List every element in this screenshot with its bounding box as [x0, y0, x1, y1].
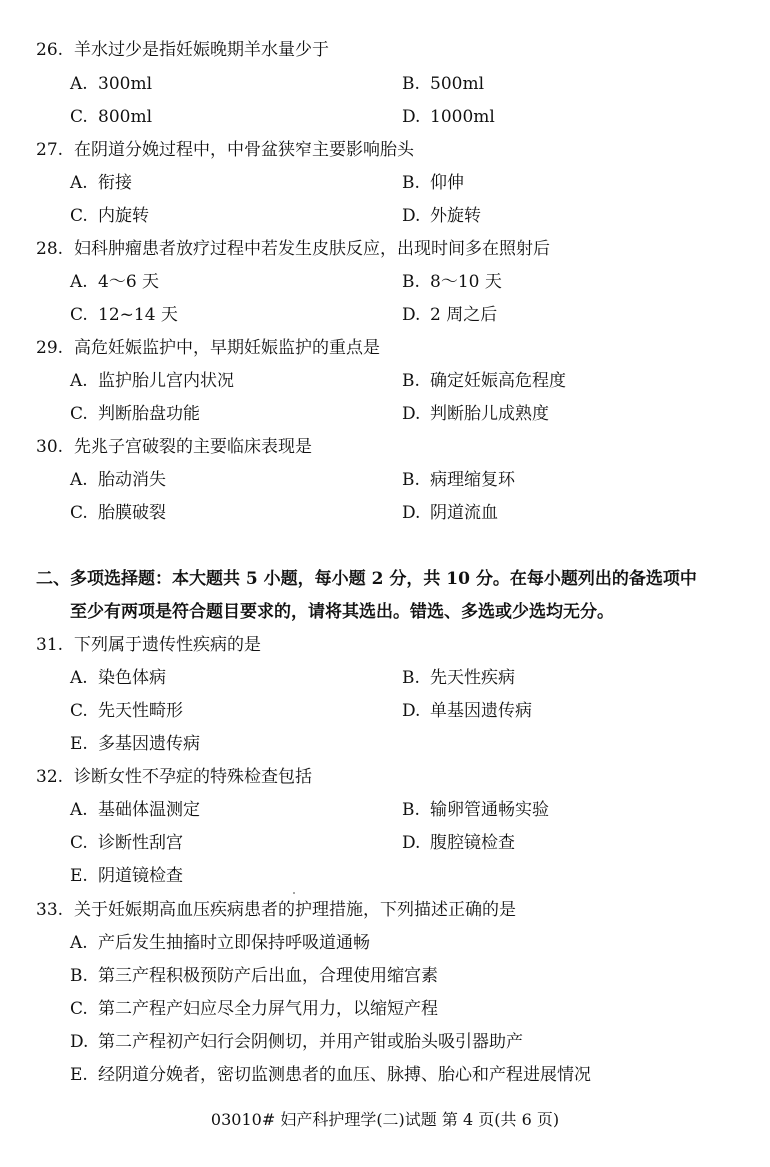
option-a: A. 染色体病	[70, 668, 166, 688]
page-footer: 03010# 妇产科护理学(二)试题 第 4 页(共 6 页)	[210, 1110, 560, 1129]
question-number: 32.	[36, 767, 64, 787]
option-e: E. 多基因遗传病	[70, 734, 200, 754]
question-number: 27.	[36, 140, 64, 160]
question-number: 26.	[36, 40, 64, 60]
option-a: A. 300ml	[70, 74, 153, 94]
option-b: B. 500ml	[402, 74, 485, 94]
option-c: C. 先天性畸形	[70, 701, 183, 721]
option-c: C. 内旋转	[70, 206, 149, 226]
question-number: 28.	[36, 239, 64, 259]
question-number: 33.	[36, 900, 64, 920]
option-b: B. 仰伸	[402, 173, 464, 193]
option-b: B. 第三产程积极预防产后出血，合理使用缩宫素	[70, 966, 438, 986]
option-c: C. 第二产程产妇应尽全力屏气用力，以缩短产程	[70, 999, 438, 1019]
option-d: D. 单基因遗传病	[402, 701, 532, 721]
question-text: 在阴道分娩过程中，中骨盆狭窄主要影响胎头	[74, 140, 414, 160]
option-d: D. 外旋转	[402, 206, 481, 226]
question-number: 30.	[36, 437, 64, 457]
option-a: A. 4～6 天	[70, 272, 160, 292]
section-instructions: 至少有两项是符合题目要求的，请将其选出。错选、多选或少选均无分。	[70, 602, 614, 622]
option-a: A. 基础体温测定	[70, 800, 200, 820]
question-text: 高危妊娠监护中，早期妊娠监护的重点是	[74, 338, 380, 358]
option-a: A. 监护胎儿宫内状况	[70, 371, 234, 391]
question-number: 29.	[36, 338, 64, 358]
option-c: C. 800ml	[70, 107, 153, 127]
option-d: D. 判断胎儿成熟度	[402, 404, 549, 424]
option-a: A. 胎动消失	[70, 470, 166, 490]
option-b: B. 8～10 天	[402, 272, 502, 292]
option-d: D. 阴道流血	[402, 503, 498, 523]
question-text: 下列属于遗传性疾病的是	[74, 635, 261, 655]
option-d: D. 第二产程初产妇行会阴侧切，并用产钳或胎头吸引器助产	[70, 1032, 523, 1052]
option-c: C. 诊断性刮宫	[70, 833, 183, 853]
question-text: 先兆子宫破裂的主要临床表现是	[74, 437, 312, 457]
option-b: B. 输卵管通畅实验	[402, 800, 549, 820]
option-b: B. 病理缩复环	[402, 470, 515, 490]
question-number: 31.	[36, 635, 64, 655]
option-b: B. 确定妊娠高危程度	[402, 371, 566, 391]
section-heading: 二、多项选择题：本大题共 5 小题，每小题 2 分，共 10 分。在每小题列出的备选项中	[36, 569, 697, 589]
option-c: C. 12~14 天	[70, 305, 178, 325]
option-c: C. 判断胎盘功能	[70, 404, 200, 424]
option-a: A. 衔接	[70, 173, 132, 193]
option-d: D. 1000ml	[402, 107, 495, 127]
question-text: 羊水过少是指妊娠晚期羊水量少于	[74, 40, 329, 60]
option-d: D. 腹腔镜检查	[402, 833, 515, 853]
question-text: 妇科肿瘤患者放疗过程中若发生皮肤反应，出现时间多在照射后	[74, 239, 550, 259]
option-b: B. 先天性疾病	[402, 668, 515, 688]
scan-speck	[293, 892, 295, 894]
option-d: D. 2 周之后	[402, 305, 498, 325]
question-text: 诊断女性不孕症的特殊检查包括	[74, 767, 312, 787]
question-text: 关于妊娠期高血压疾病患者的护理措施，下列描述正确的是	[74, 900, 516, 920]
option-a: A. 产后发生抽搐时立即保持呼吸道通畅	[70, 933, 370, 953]
option-e: E. 阴道镜检查	[70, 866, 183, 886]
option-c: C. 胎膜破裂	[70, 503, 166, 523]
option-e: E. 经阴道分娩者，密切监测患者的血压、脉搏、胎心和产程进展情况	[70, 1065, 591, 1085]
